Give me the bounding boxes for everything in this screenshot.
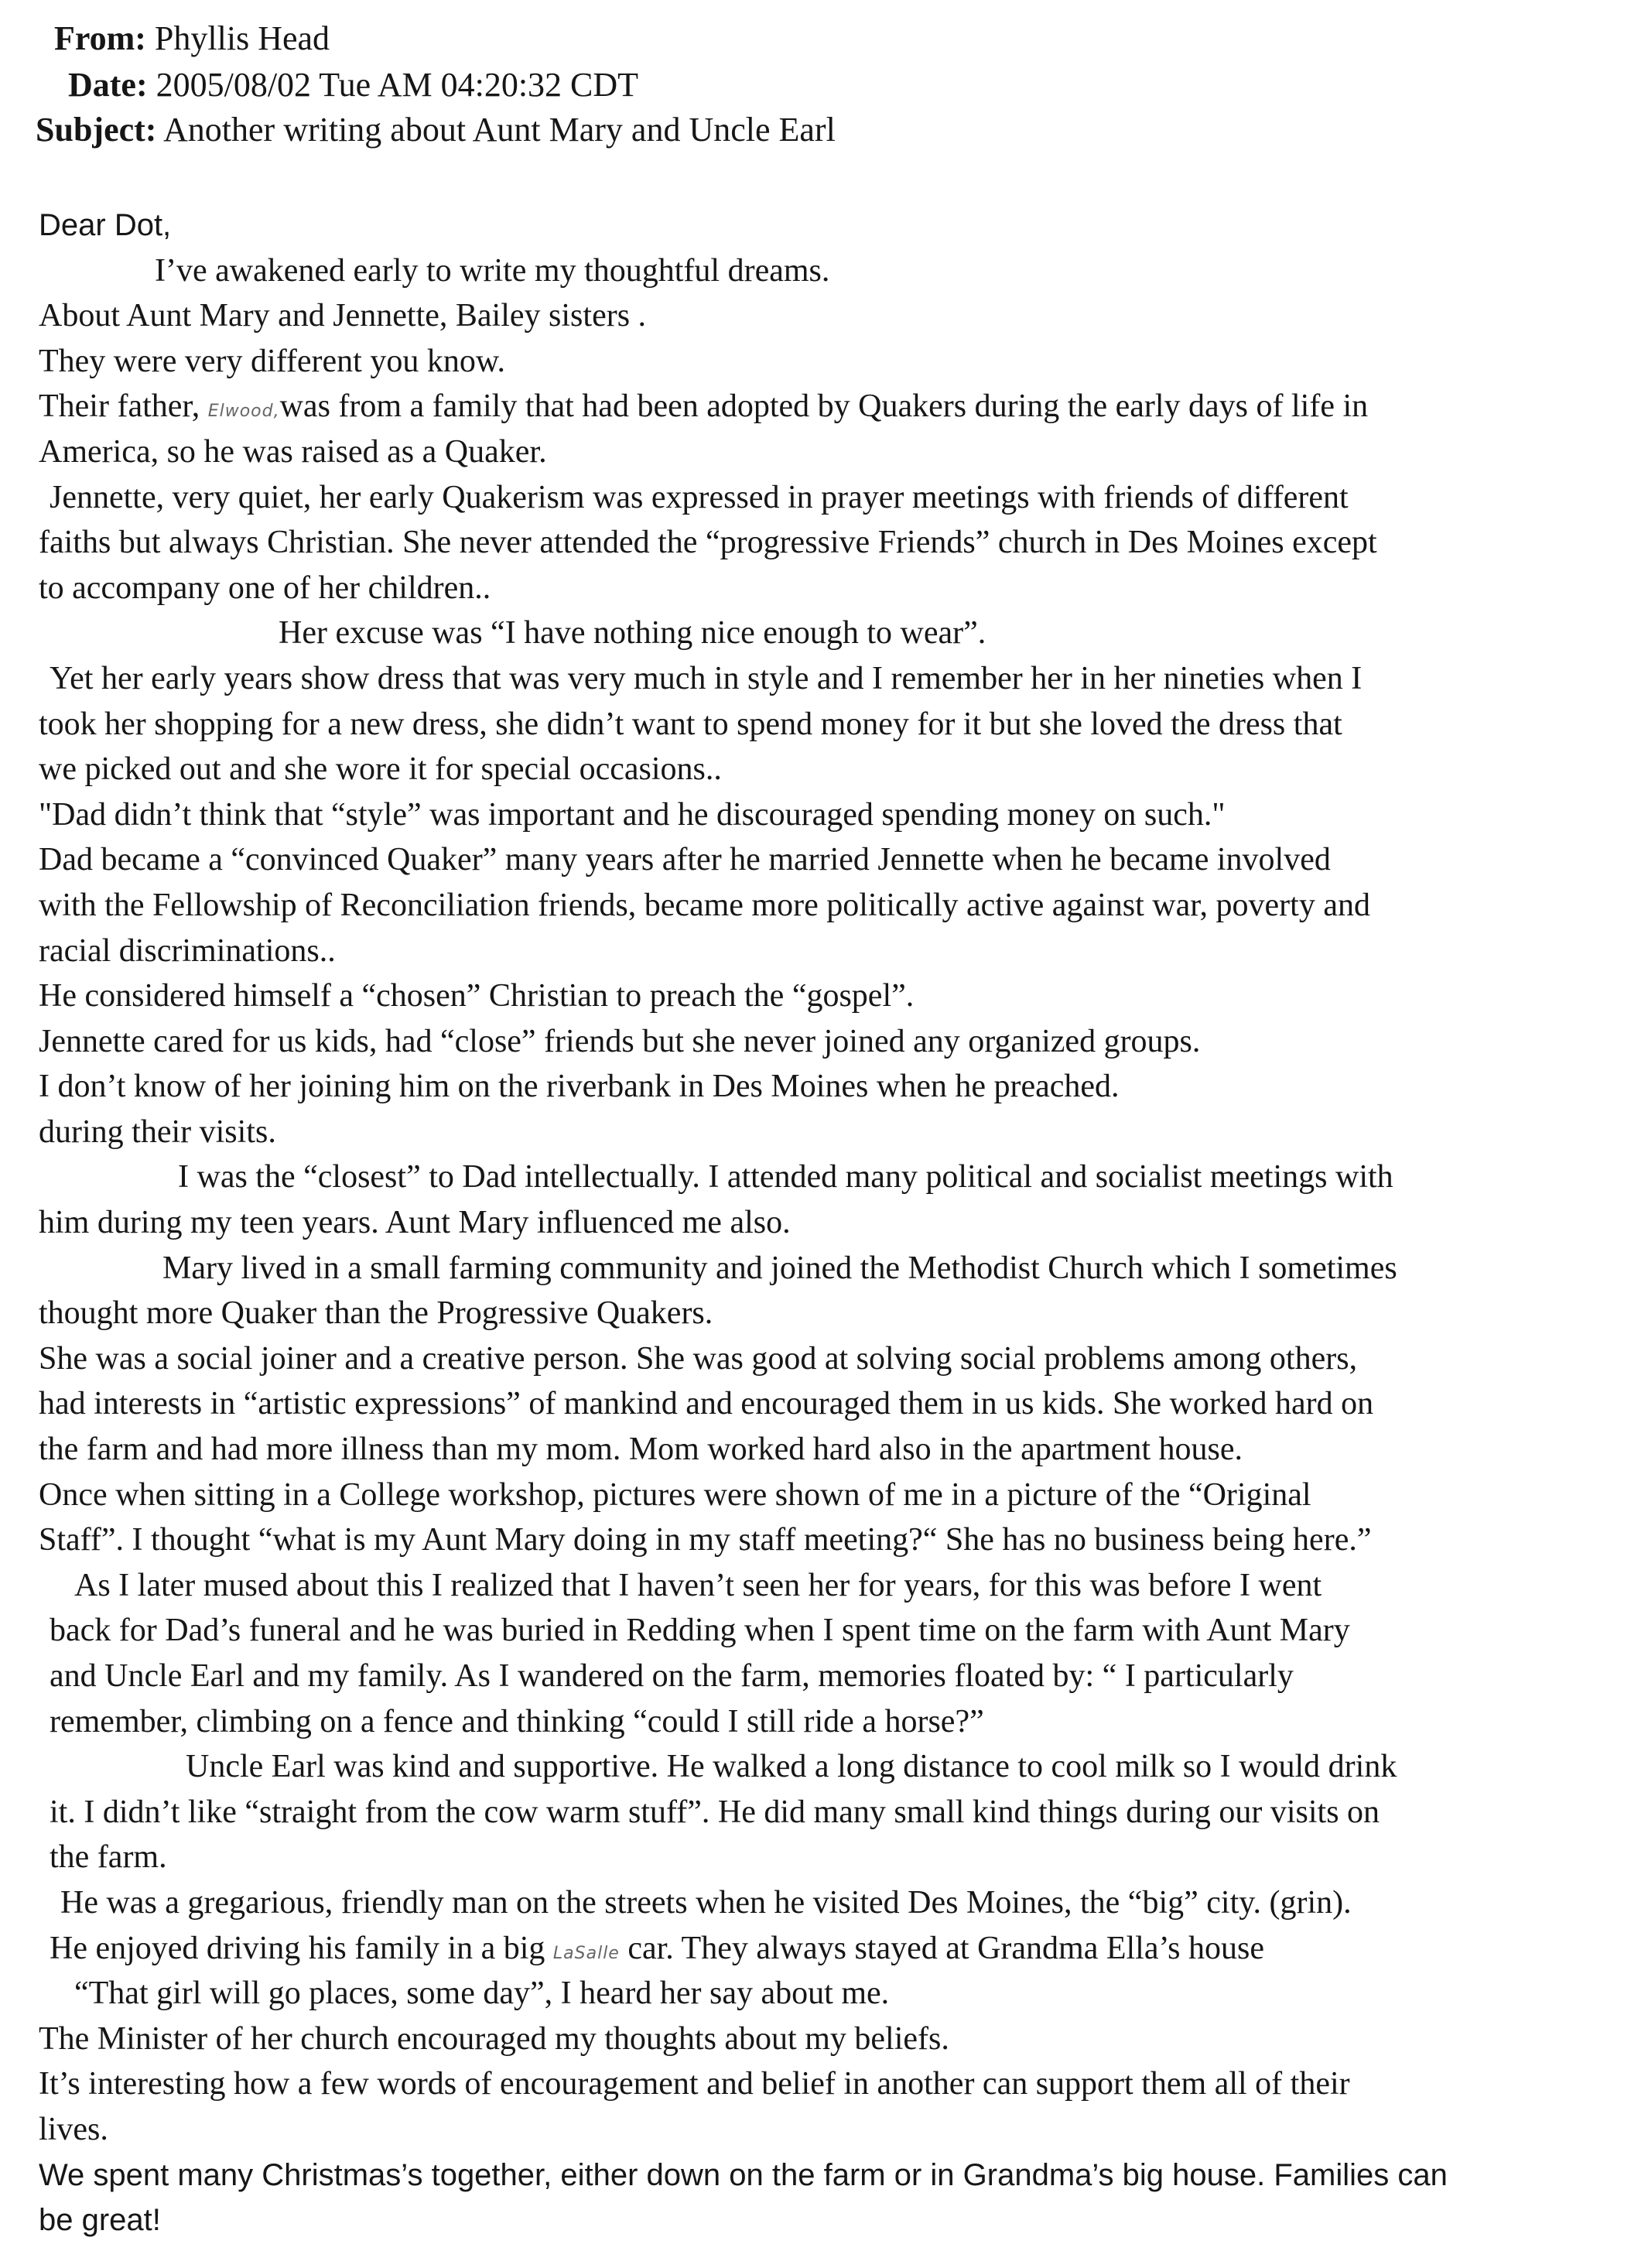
body-line: As I later mused about this I realized that I haven’t seen her for years, for this was before I went [74, 1567, 1322, 1603]
date-value: 2005/08/02 Tue AM 04:20:32 CDT [156, 66, 639, 104]
body-line: They were very different you know. [39, 343, 505, 379]
body-line: Jennette cared for us kids, had “close” friends but she never joined any organized groups. [39, 1023, 1201, 1059]
body-line: remember, climbing on a fence and thinking “could I still ride a horse?” [50, 1703, 984, 1739]
body-line: We spent many Christmas’s together, either down on the farm or in Grandma’s big house. Families can [39, 2157, 1448, 2192]
body-line: back for Dad’s funeral and he was buried in Redding when I spent time on the farm with Aunt Mary [50, 1613, 1350, 1649]
subject-label: Subject: [36, 111, 157, 149]
body-line: It’s interesting how a few words of encouragement and belief in another can support them all of their [39, 2066, 1350, 2102]
body-line-part: car. They always stayed at Grandma Ella’s house [627, 1930, 1264, 1966]
body-line: “That girl will go places, some day”, I heard her say about me. [74, 1976, 890, 2012]
subject-value: Another writing about Aunt Mary and Uncle Earl [163, 111, 836, 149]
body-line: Once when sitting in a College workshop, pictures were shown of me in a picture of the “Original [39, 1476, 1311, 1513]
body-line: Staff”. I thought “what is my Aunt Mary doing in my staff meeting?“ She has no business being here.” [39, 1522, 1372, 1558]
body-line: He considered himself a “chosen” Christian to preach the “gospel”. [39, 978, 915, 1014]
email-body [39, 203, 1617, 2243]
body-line: be great! [39, 2203, 161, 2238]
salutation: Dear Dot, [39, 208, 172, 242]
body-line [39, 1926, 1617, 1972]
from-label: From: [54, 19, 146, 57]
body-line: Uncle Earl was kind and supportive. He walked a long distance to cool milk so I would drink [186, 1749, 1397, 1785]
body-line: thought more Quaker than the Progressive Quakers. [39, 1295, 713, 1332]
from-value: Phyllis Head [154, 19, 330, 57]
body-line: during their visits. [39, 1113, 276, 1150]
body-line: The Minister of her church encouraged my thoughts about my beliefs. [39, 2020, 949, 2057]
body-line: She was a social joiner and a creative person. She was good at solving social problems among others, [39, 1340, 1358, 1377]
body-line: him during my teen years. Aunt Mary influenced me also. [39, 1205, 791, 1241]
body-line-part: Their father, [39, 388, 200, 425]
body-line: "Dad didn’t think that “style” was important and he discouraged spending money on such." [39, 796, 1226, 833]
header-subject [36, 110, 836, 150]
body-line: with the Fellowship of Reconciliation friends, became more politically active against war, poverty and [39, 887, 1370, 923]
body-line [39, 384, 1617, 429]
body-line: About Aunt Mary and Jennette, Bailey sisters . [39, 298, 647, 334]
body-line: Yet her early years show dress that was very much in style and I remember her in her nineties when I [50, 660, 1363, 696]
body-line: racial discriminations.. [39, 932, 336, 969]
body-line: Jennette, very quiet, her early Quakerism was expressed in prayer meetings with friends of different [50, 479, 1349, 515]
body-line: I don’t know of her joining him on the riverbank in Des Moines when he preached. [39, 1069, 1120, 1105]
body-line: it. I didn’t like “straight from the cow warm stuff”. He did many small kind things during our visits on [50, 1794, 1380, 1830]
body-line: took her shopping for a new dress, she didn’t want to spend money for it but she loved the dress that [39, 706, 1342, 742]
body-line: we picked out and she wore it for special occasions.. [39, 751, 722, 788]
body-line: faiths but always Christian. She never attended the “progressive Friends” church in Des Moines except [39, 525, 1377, 561]
body-line: I was the “closest” to Dad intellectually. I attended many political and socialist meetings with [178, 1159, 1393, 1196]
body-line: and Uncle Earl and my family. As I wandered on the farm, memories floated by: “ I particularly [50, 1658, 1294, 1694]
header-date [68, 65, 638, 105]
header-from [54, 19, 330, 59]
body-line: had interests in “artistic expressions” of mankind and encouraged them in us kids. She worked hard on [39, 1386, 1374, 1422]
handwritten-annotation: LaSalle [552, 1943, 620, 1963]
body-line-part: He enjoyed driving his family in a big [50, 1930, 545, 1966]
body-line: Dad became a “convinced Quaker” many years after he married Jennette when he became involved [39, 842, 1331, 878]
body-line: to accompany one of her children.. [39, 570, 491, 606]
handwritten-annotation: Elwood, [207, 402, 280, 422]
body-line: I’ve awakened early to write my thoughtful dreams. [155, 252, 830, 289]
body-line: America, so he was raised as a Quaker. [39, 433, 547, 470]
body-line: the farm and had more illness than my mom. Mom worked hard also in the apartment house. [39, 1432, 1243, 1468]
body-line: Mary lived in a small farming community and joined the Methodist Church which I sometimes [162, 1250, 1397, 1286]
body-line: lives. [39, 2111, 108, 2147]
body-line-part: was from a family that had been adopted by Quakers during the early days of life in [279, 388, 1369, 425]
date-label: Date: [68, 66, 148, 104]
body-line: Her excuse was “I have nothing nice enough to wear”. [279, 615, 986, 652]
body-line: He was a gregarious, friendly man on the streets when he visited Des Moines, the “big” city. (grin). [60, 1884, 1352, 1921]
body-line: the farm. [50, 1839, 167, 1876]
